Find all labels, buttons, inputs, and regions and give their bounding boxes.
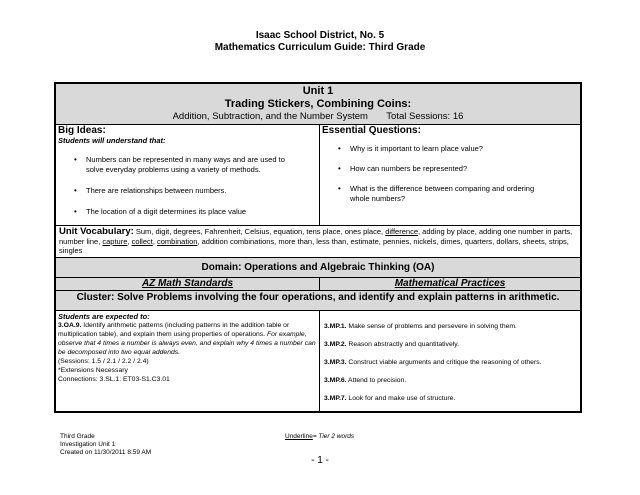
list-item: • Numbers can be represented in many ways and are used to solve everyday problems using a variety of methods. [86,155,286,175]
guide-title: Mathematics Curriculum Guide: Third Grade [214,42,426,53]
vocabulary-separator: , [152,236,157,246]
practice-item [320,394,580,403]
az-standards-head: AZ Math Standards [56,278,320,290]
district-title: Isaac School District, No. 5 [255,30,385,41]
unit-table [54,82,582,413]
list-item: • Why is it important to learn place value? [350,144,580,154]
practice-item [320,358,580,367]
page-number: - 1 - [311,455,329,466]
standard-sessions: (Sessions: 1.5 / 2.1 / 2.2 / 2.4) [58,357,149,365]
standard-code: 3.OA.9. [58,321,82,329]
unit-subtitle: Addition, Subtraction, and the Number System [172,111,368,122]
unit-subtitle-line [56,111,580,122]
standard-text: Identify arithmetic patterns (including patterns in the addition table or multiplication table), and explain them using properties of operations. [58,321,290,338]
unit-sessions: Total Sessions: 16 [386,111,464,122]
vocabulary-label: Unit Vocabulary: [59,226,134,237]
practice-code: 3.MP.7. [324,394,347,402]
practice-text: Attend to precision. [346,376,407,384]
essential-questions-list [320,144,580,204]
practice-text: Look for and make use of structure. [346,394,456,402]
practice-code: 3.MP.2. [324,340,347,348]
list-item: • The location of a digit determines its place value [86,207,319,217]
footer-grade: Third Grade [60,433,95,440]
big-ideas-cell [56,125,320,225]
footer-info [60,433,151,457]
math-practices-head: Mathematical Practices [394,277,506,289]
practice-code: 3.MP.1. [324,322,347,330]
list-item: • There are relationships between numbers. [86,186,319,196]
vocabulary-text: Sum, digit, degrees, Fahrenheit, Celsius, equation, tens place, ones place, [133,227,386,236]
vocabulary-text: , adding by place, adding one number in parts, number line, [59,227,573,246]
cluster-row: Cluster: Solve Problems involving the four operations, and identify and explain patterns in arithmetic. [56,291,580,311]
vocabulary-row [56,226,580,258]
list-item: • What is the difference between comparing and ordering whole numbers? [350,184,550,204]
standard-3oa9 [58,321,317,357]
footer-created: Created on 11/30/2011 8:59 AM [60,449,152,456]
footer-legend [285,433,354,440]
legend-underline-word: Underline [285,433,313,440]
standard-connections: Connections: 3.SL.1: ET03-S1.C3.01 [58,375,170,383]
expected-title: Students are expected to: [58,311,150,321]
vocabulary-tier2-word: collect [131,236,153,246]
vocabulary-tier2-word: difference [385,227,418,236]
big-ideas-title: Big Ideas: [58,125,106,136]
footer-investigation: Investigation Unit 1 [60,441,116,448]
unit-number: Unit 1 [302,85,334,97]
standard-extensions: *Extensions Necessary [58,366,128,374]
practice-item [320,340,580,349]
practice-item [320,322,580,331]
practices-cell [320,311,580,411]
essential-questions-cell [320,125,580,225]
standards-heads-row [56,278,580,291]
practice-code: 3.MP.3. [324,358,347,366]
big-ideas-list [56,155,319,217]
practice-text: Make sense of problems and persevere in solving them. [346,322,517,330]
list-item: • How can numbers be represented? [350,164,580,174]
practice-code: 3.MP.6. [324,376,347,384]
vocabulary-separator: , [127,236,132,246]
essential-questions-title: Essential Questions: [322,125,421,136]
practice-item [320,376,580,385]
vocabulary-tier2-word: combination [157,236,198,246]
unit-header [56,84,580,125]
practice-text: Construct viable arguments and critique the reasoning of others. [346,358,542,366]
ideas-questions-row [56,125,580,226]
legend-text: = Tier 2 words [312,433,355,440]
vocabulary-tier2-word: capture [102,236,128,246]
domain-row: Domain: Operations and Algebraic Thinking (OA) [56,258,580,278]
vocabulary-text: , addition combinations, more than, less than, estimate, pennies, nickels, dimes, quarters, dollars, sheets, strips, singles [59,236,569,255]
unit-title: Trading Stickers, Combining Coins: [224,98,412,110]
standards-row [56,311,580,411]
big-ideas-intro: Students will understand that: [58,136,166,145]
expected-cell [56,311,320,411]
practice-text: Reason abstractly and quantitatively. [346,340,460,348]
standard-example: For example, observe that 4 times a number is always even, and explain why 4 times a number can be decomposed into two equal addends. [58,330,316,356]
